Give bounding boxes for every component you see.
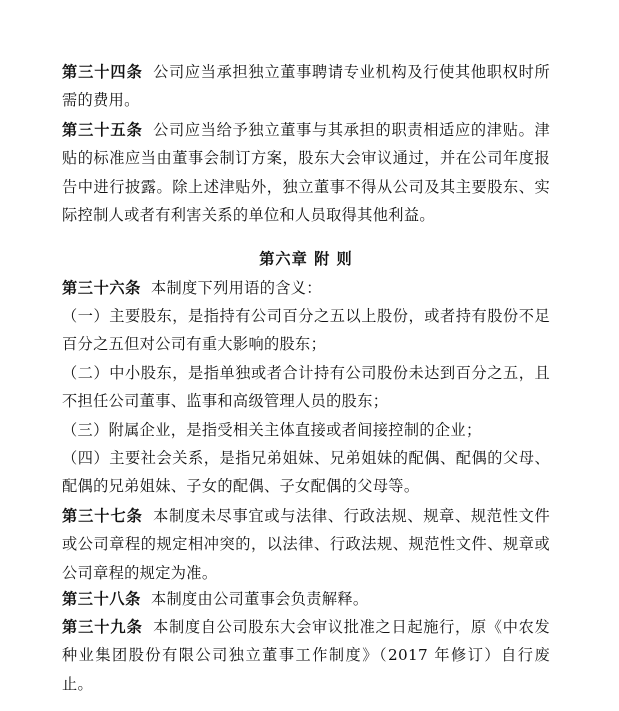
article-34-text: 公司应当承担独立董事聘请专业机构及行使其他职权时所需的费用。 [62, 63, 551, 110]
article-39-text: 本制度自公司股东大会审议批准之日起施行，原《中农发种业集团股份有限公司独立董事工作制度》（2017 年修订）自行废止。 [62, 618, 551, 693]
article-37 [62, 502, 550, 587]
article-39-heading: 第三十九条 [62, 618, 143, 636]
article-37-heading: 第三十七条 [62, 507, 143, 525]
article-36-text: 本制度下列用语的含义： [150, 279, 322, 297]
article-36-item-3: （三）附属企业，是指受相关主体直接或者间接控制的企业； [62, 421, 482, 439]
article-35-heading: 第三十五条 [62, 121, 143, 139]
article-36-item-4: （四）主要社会关系，是指兄弟姐妹、兄弟姐妹的配偶、配偶的父母、配偶的兄弟姐妹、子女的配偶、子女配偶的父母等。 [62, 449, 550, 496]
article-38-text: 本制度由公司董事会负责解释。 [150, 590, 369, 608]
article-35 [62, 116, 550, 230]
article-36 [62, 274, 550, 302]
article-38-heading: 第三十八条 [62, 590, 141, 608]
article-36-heading: 第三十六条 [62, 279, 141, 297]
article-39 [62, 613, 550, 698]
article-36-item-2: （二）中小股东，是指单独或者合计持有公司股份未达到百分之五，且不担任公司董事、监事和高级管理人员的股东； [62, 364, 550, 411]
article-35-text: 公司应当给予独立董事与其承担的职责相适应的津贴。津贴的标准应当由董事会制订方案，股东大会审议通过，并在公司年度报告中进行披露。除上述津贴外，独立董事不得从公司及其主要股东、实际控制人或者有利害关系的单位和人员取得其他利益。 [62, 121, 551, 225]
article-38 [62, 585, 550, 613]
article-34-heading: 第三十四条 [62, 63, 143, 81]
article-37-text: 本制度未尽事宜或与法律、行政法规、规章、规范性文件或公司章程的规定相冲突的，以法律、行政法规、规范性文件、规章或公司章程的规定为准。 [62, 507, 551, 582]
chapter-6-title: 第六章 附 则 [259, 250, 353, 268]
article-36-item-1: （一）主要股东，是指持有公司百分之五以上股份，或者持有股份不足百分之五但对公司有重大影响的股东； [62, 307, 550, 354]
article-34 [62, 58, 550, 115]
